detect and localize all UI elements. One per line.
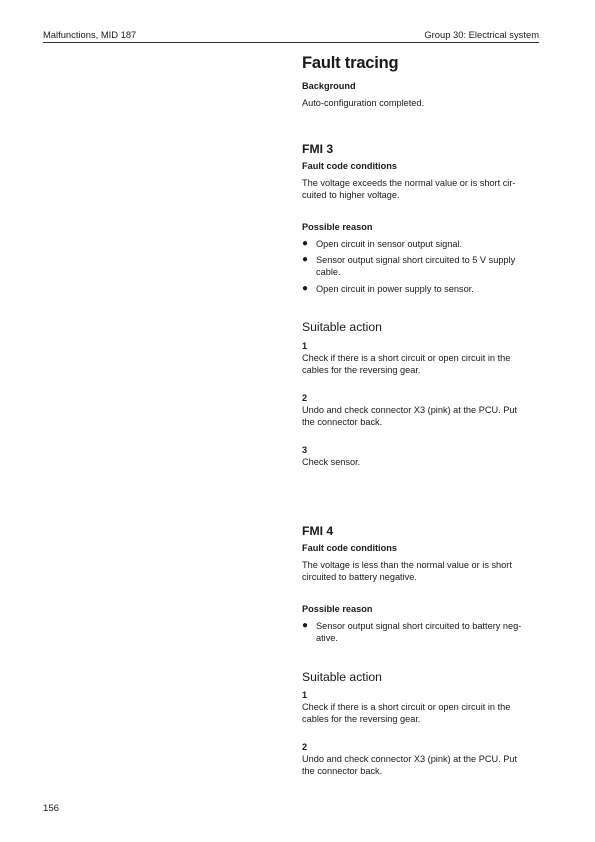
page-title: Fault tracing: [302, 54, 399, 72]
fmi3-reason-text: Open circuit in sensor output signal.: [316, 239, 463, 249]
fmi3-conditions-line2: cuited to higher voltage.: [302, 190, 400, 200]
page-header: [43, 29, 539, 43]
fmi4-action-text: cables for the reversing gear.: [302, 714, 421, 724]
bullet-icon: ●: [302, 620, 309, 631]
fmi3-action-text: the connector back.: [302, 417, 383, 427]
fmi4-action-text: the connector back.: [302, 766, 383, 776]
fmi4-action-heading: Suitable action: [302, 670, 382, 684]
fmi3-action-text: Check sensor.: [302, 457, 361, 467]
fmi4-action-number: 2: [302, 742, 308, 752]
bullet-icon: ●: [302, 254, 309, 265]
page-number: 156: [43, 803, 60, 814]
fmi4-conditions-heading: Fault code conditions: [302, 543, 397, 553]
header-right-text: Group 30: Electrical system: [424, 29, 539, 40]
fmi3-reason-text: Sensor output signal short circuited to 5 V supply: [316, 255, 516, 265]
fmi3-action-text: Check if there is a short circuit or open circuit in the: [302, 353, 511, 363]
fmi3-conditions-heading: Fault code conditions: [302, 161, 397, 171]
fmi3-conditions-line1: The voltage exceeds the normal value or is short cir-: [302, 178, 516, 188]
background-heading: Background: [302, 81, 356, 91]
fmi3-action-text: Undo and check connector X3 (pink) at the PCU. Put: [302, 405, 518, 415]
fmi3-reason-heading: Possible reason: [302, 222, 373, 232]
bullet-icon: ●: [302, 283, 309, 294]
header-rule: [43, 42, 539, 43]
fmi3-action-number: 1: [302, 341, 308, 351]
fmi4-action-text: Undo and check connector X3 (pink) at the PCU. Put: [302, 754, 518, 764]
header-left-text: Malfunctions, MID 187: [43, 29, 137, 40]
fmi4-conditions-line2: circuited to battery negative.: [302, 572, 417, 582]
background-text: Auto-configuration completed.: [302, 98, 425, 108]
fmi4-action-text: Check if there is a short circuit or open circuit in the: [302, 702, 511, 712]
fmi4-reason-text: Sensor output signal short circuited to battery neg-: [316, 621, 522, 631]
fmi3-action-heading: Suitable action: [302, 320, 382, 334]
fmi3-action-text: cables for the reversing gear.: [302, 365, 421, 375]
fmi4-action-number: 1: [302, 690, 308, 700]
fmi4-reason-text: ative.: [316, 633, 338, 643]
fmi4-reason-heading: Possible reason: [302, 604, 373, 614]
fmi3-action-number: 3: [302, 445, 308, 455]
fmi4-conditions-line1: The voltage is less than the normal value or is short: [302, 560, 512, 570]
fmi4-heading: FMI 4: [302, 524, 334, 538]
fmi3-heading: FMI 3: [302, 142, 334, 156]
bullet-icon: ●: [302, 238, 309, 249]
fmi3-reason-text: Open circuit in power supply to sensor.: [316, 284, 474, 294]
fmi3-action-number: 2: [302, 393, 308, 403]
fmi3-reason-text: cable.: [316, 267, 341, 277]
